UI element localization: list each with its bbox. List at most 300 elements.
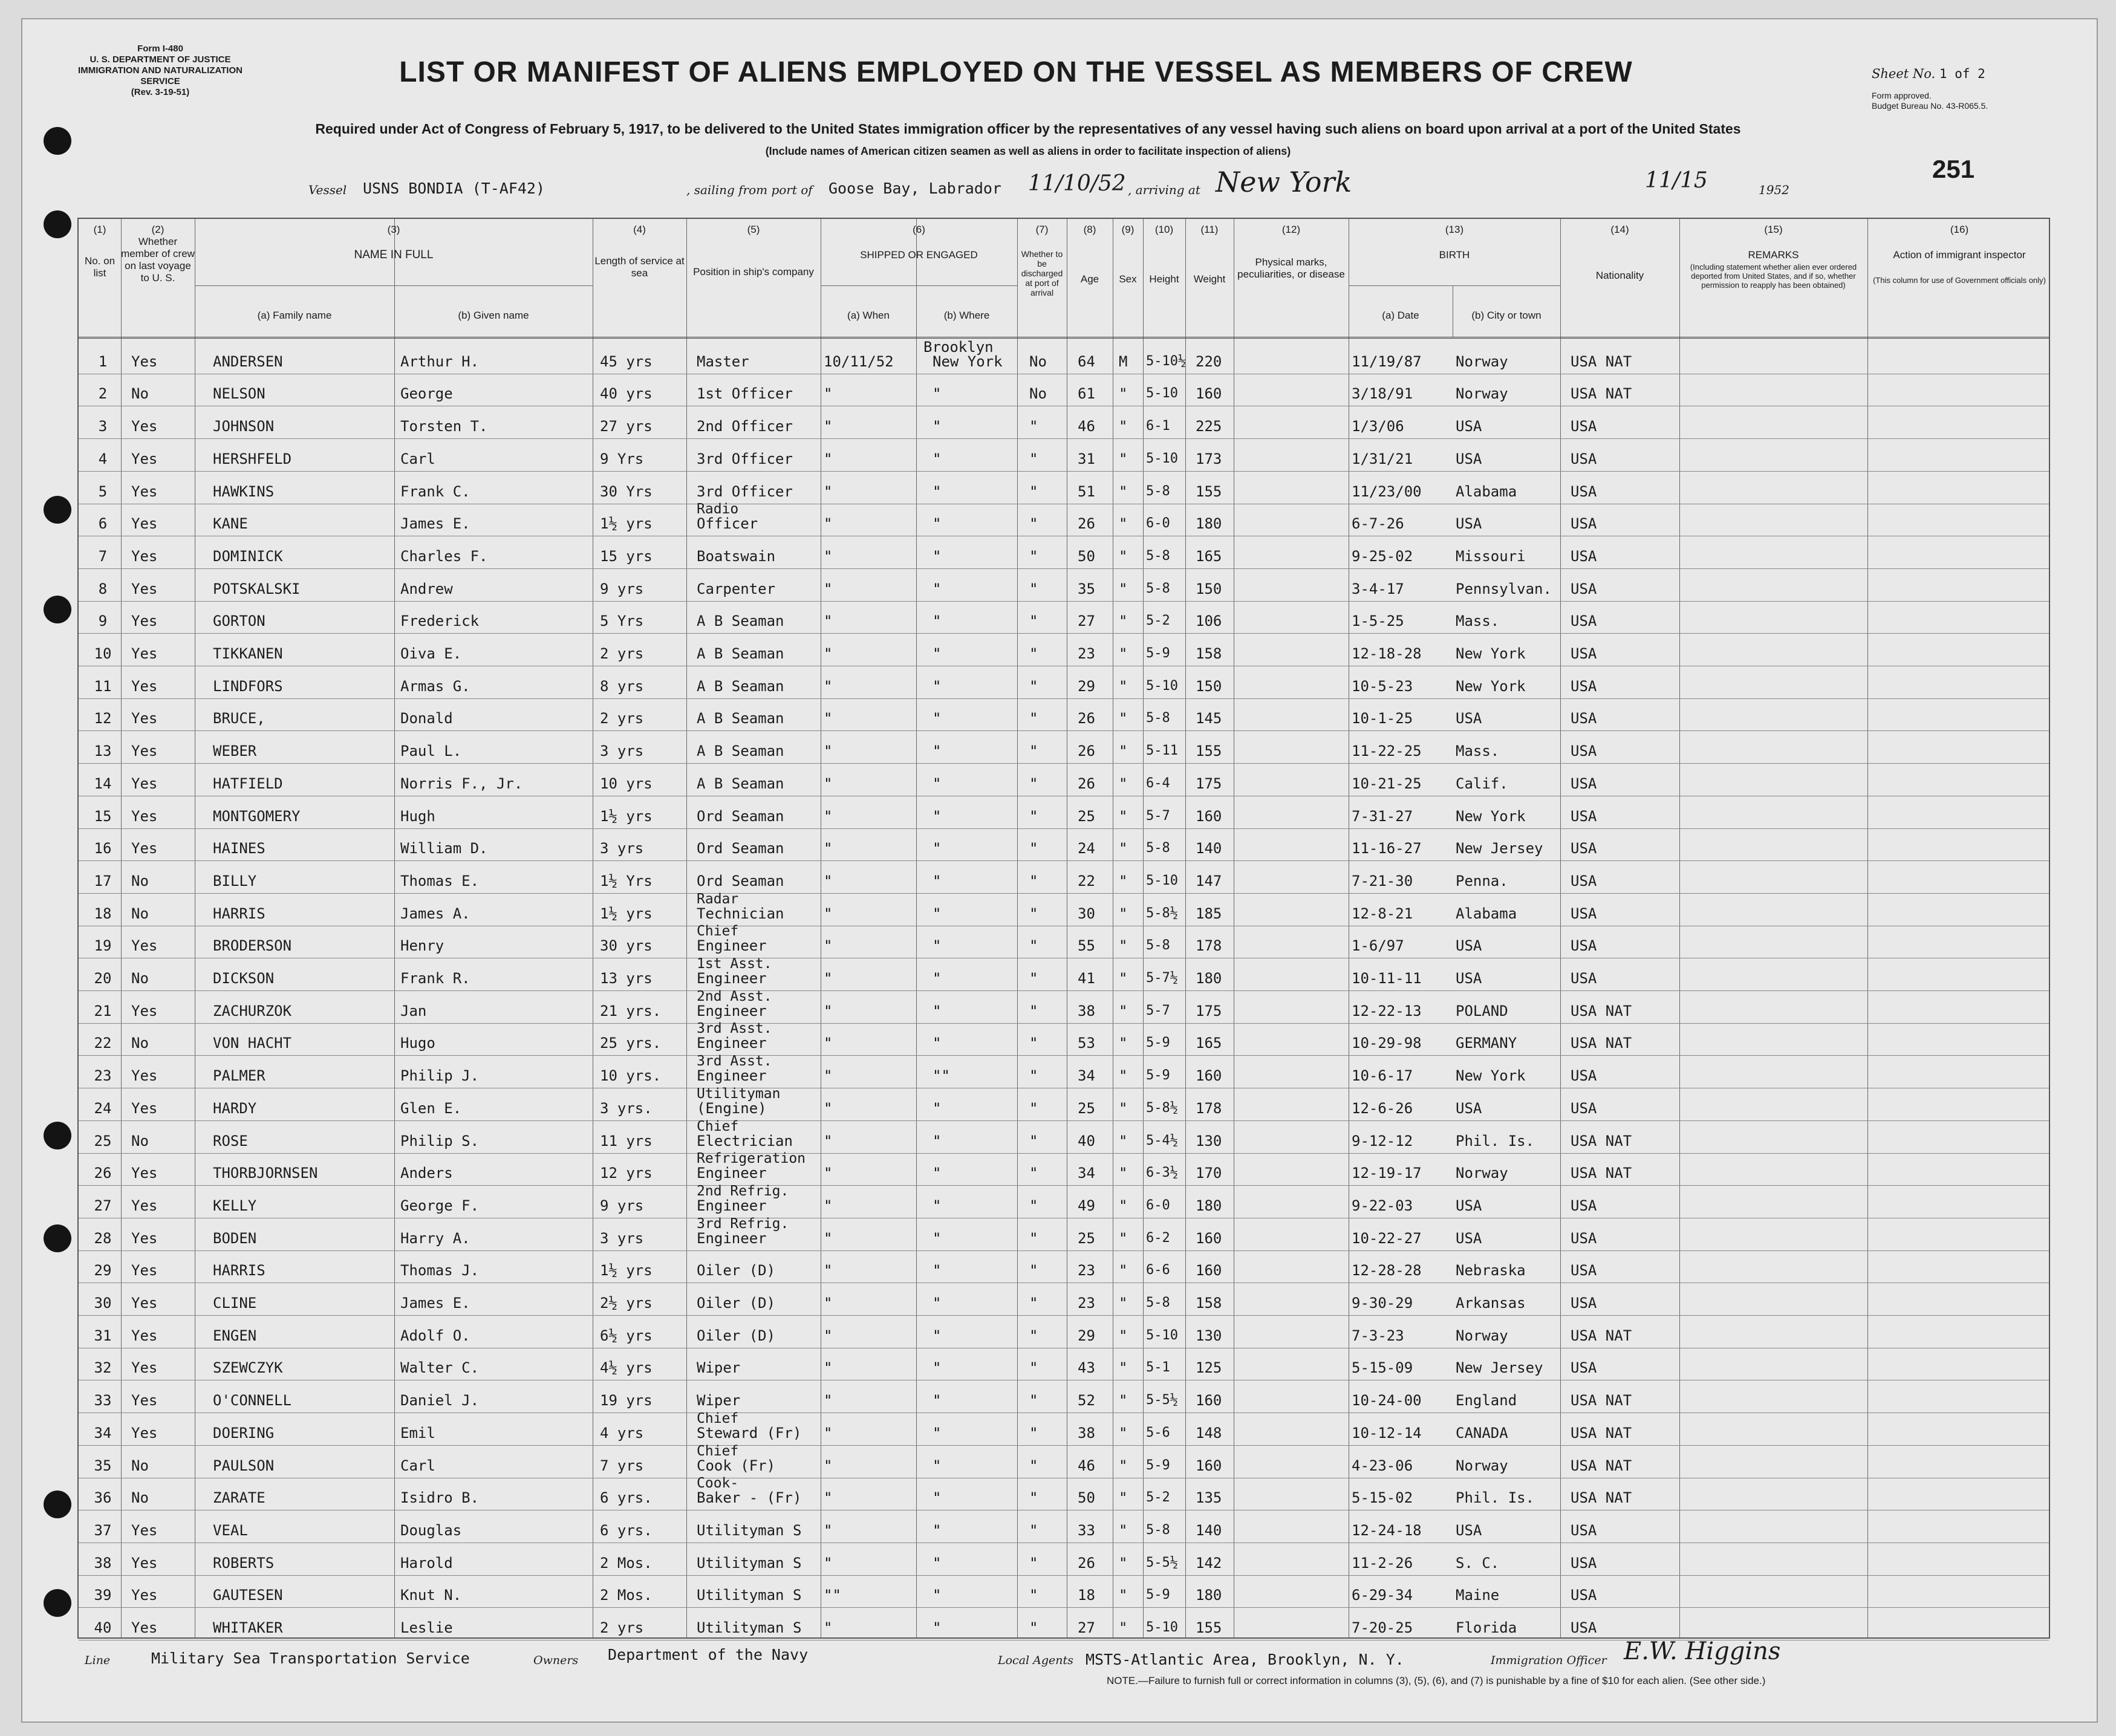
- shipped-when: ": [824, 1359, 833, 1377]
- length-of-service: 3 yrs: [600, 1229, 644, 1247]
- birth-place: Phil. Is.: [1456, 1132, 1535, 1149]
- birth-date: 10-5-23: [1352, 677, 1413, 695]
- discharged: ": [1029, 677, 1038, 695]
- shipped-when: "": [824, 1587, 841, 1604]
- row-number: 19: [94, 937, 112, 955]
- given-name: Hugo: [400, 1035, 435, 1052]
- discharged: ": [1029, 872, 1038, 889]
- family-name: HARRIS: [213, 905, 265, 922]
- birth-date: 11/19/87: [1352, 353, 1422, 370]
- last-voyage: No: [131, 1457, 149, 1474]
- shipped-when: ": [824, 613, 833, 630]
- row-number: 18: [94, 905, 112, 922]
- nationality: USA: [1571, 1229, 1597, 1247]
- shipped-where: ": [933, 1392, 942, 1409]
- sex: ": [1119, 1554, 1128, 1572]
- birth-place: Norway: [1456, 1165, 1508, 1182]
- sex: ": [1119, 1457, 1128, 1474]
- discharged: ": [1029, 1457, 1038, 1474]
- birth-place: England: [1456, 1392, 1517, 1409]
- nationality: USA: [1571, 775, 1597, 792]
- position: Engineer: [697, 1165, 767, 1182]
- last-voyage: Yes: [131, 1587, 158, 1604]
- discharged: ": [1029, 1521, 1038, 1539]
- discharged: ": [1029, 1197, 1038, 1214]
- birth-date: 12-28-28: [1352, 1262, 1422, 1279]
- last-voyage: Yes: [131, 1197, 158, 1214]
- given-name: Arthur H.: [400, 353, 480, 370]
- age: 49: [1078, 1197, 1095, 1214]
- row-rule: [79, 698, 2049, 699]
- age: 23: [1078, 1295, 1095, 1312]
- given-name: Henry: [400, 937, 444, 955]
- position: Baker - (Fr): [697, 1489, 802, 1507]
- row-rule: [79, 1120, 2049, 1121]
- header-double-rule: [79, 337, 2049, 341]
- discharged: ": [1029, 1359, 1038, 1377]
- given-name: James E.: [400, 1295, 470, 1312]
- header-when: (a) When: [847, 310, 890, 321]
- height: 5-8: [1146, 710, 1170, 726]
- last-voyage: Yes: [131, 1099, 158, 1117]
- birth-place: New York: [1456, 677, 1526, 695]
- column-divider: [121, 219, 122, 1637]
- shipped-when: ": [824, 1165, 833, 1182]
- row-number: 5: [98, 483, 108, 500]
- row-number: 38: [94, 1554, 112, 1572]
- discharged: ": [1029, 580, 1038, 597]
- height: 6-2: [1146, 1230, 1170, 1246]
- age: 46: [1078, 418, 1095, 435]
- length-of-service: 9 yrs: [600, 580, 644, 597]
- given-name: Paul L.: [400, 743, 462, 760]
- row-number: 20: [94, 970, 112, 987]
- age: 27: [1078, 613, 1095, 630]
- last-voyage: Yes: [131, 743, 158, 760]
- arriving-port: New York: [1216, 166, 1352, 198]
- form-identifier: [73, 44, 248, 98]
- shipped-when: ": [824, 450, 833, 467]
- column-number: (8): [1083, 224, 1096, 235]
- header-given-name: (b) Given name: [458, 310, 529, 321]
- birth-date: 4-23-06: [1352, 1457, 1413, 1474]
- age: 29: [1078, 1327, 1095, 1344]
- arrival-date: 11/15: [1645, 168, 1708, 193]
- position: Engineer: [697, 1035, 767, 1052]
- sex: ": [1119, 483, 1128, 500]
- position: A B Seaman: [697, 710, 784, 727]
- height: 5-9: [1146, 1035, 1170, 1051]
- birth-date: 1-5-25: [1352, 613, 1404, 630]
- family-name: DICKSON: [213, 970, 275, 987]
- position: A B Seaman: [697, 613, 784, 630]
- family-name: THORBJORNSEN: [213, 1165, 318, 1182]
- shipped-when: ": [824, 1067, 833, 1085]
- last-voyage: No: [131, 1489, 149, 1507]
- height: 5-11: [1146, 743, 1178, 759]
- family-name: O'CONNELL: [213, 1392, 292, 1409]
- given-name: Isidro B.: [400, 1489, 480, 1507]
- weight: 160: [1196, 1067, 1222, 1085]
- last-voyage: Yes: [131, 1002, 158, 1019]
- age: 43: [1078, 1359, 1095, 1377]
- given-name: Frederick: [400, 613, 480, 630]
- family-name: DOMINICK: [213, 547, 283, 565]
- nationality: USA: [1571, 645, 1597, 662]
- last-voyage: Yes: [131, 710, 158, 727]
- last-voyage: Yes: [131, 1262, 158, 1279]
- position: Utilityman S: [697, 1554, 802, 1572]
- height: 5-7: [1146, 808, 1170, 824]
- length-of-service: 10 yrs: [600, 775, 653, 792]
- row-number: 17: [94, 872, 112, 889]
- length-of-service: 25 yrs.: [600, 1035, 662, 1052]
- position: Oiler (D): [697, 1262, 776, 1279]
- birth-place: CANADA: [1456, 1424, 1508, 1442]
- length-of-service: 3 yrs: [600, 743, 644, 760]
- header-inspector-sub: (This column for use of Government officials only): [1873, 276, 2046, 285]
- length-of-service: 30 yrs: [600, 937, 653, 955]
- nationality: USA: [1571, 418, 1597, 435]
- shipped-when: ": [824, 1035, 833, 1052]
- height: 5-8: [1146, 548, 1170, 564]
- nationality: USA NAT: [1571, 1392, 1632, 1409]
- discharged: ": [1029, 1132, 1038, 1149]
- weight: 178: [1196, 937, 1222, 955]
- row-number: 15: [94, 807, 112, 825]
- weight: 220: [1196, 353, 1222, 370]
- position: 1st Officer: [697, 385, 793, 403]
- weight: 175: [1196, 775, 1222, 792]
- line-value: Military Sea Transportation Service: [151, 1650, 470, 1667]
- shipped-when: ": [824, 547, 833, 565]
- given-name: Leslie: [400, 1619, 453, 1636]
- sex: ": [1119, 937, 1128, 955]
- row-rule: [79, 1607, 2049, 1608]
- family-name: GAUTESEN: [213, 1587, 283, 1604]
- birth-place: Florida: [1456, 1619, 1517, 1636]
- length-of-service: 1½ Yrs: [600, 872, 653, 889]
- weight: 147: [1196, 872, 1222, 889]
- nationality: USA: [1571, 515, 1597, 533]
- age: 26: [1078, 710, 1095, 727]
- shipped-when: ": [824, 418, 833, 435]
- binder-hole: [44, 1224, 71, 1252]
- height: 5-4½: [1146, 1133, 1178, 1148]
- birth-date: 10-12-14: [1352, 1424, 1422, 1442]
- position: A B Seaman: [697, 645, 784, 662]
- discharged: ": [1029, 1554, 1038, 1572]
- row-number: 1: [98, 353, 108, 370]
- nationality: USA: [1571, 1359, 1597, 1377]
- birth-place: USA: [1456, 515, 1482, 533]
- shipped-when: ": [824, 1327, 833, 1344]
- row-number: 8: [98, 580, 108, 597]
- weight: 160: [1196, 807, 1222, 825]
- form-department: U. S. DEPARTMENT OF JUSTICE: [90, 54, 231, 65]
- shipped-when: ": [824, 1295, 833, 1312]
- row-rule: [79, 828, 2049, 829]
- sex: ": [1119, 1132, 1128, 1149]
- birth-place: Mass.: [1456, 743, 1500, 760]
- given-name: Oiva E.: [400, 645, 462, 662]
- family-name: ENGEN: [213, 1327, 257, 1344]
- given-name: Anders: [400, 1165, 453, 1182]
- sex: ": [1119, 872, 1128, 889]
- binder-hole: [44, 210, 71, 238]
- row-rule: [79, 1282, 2049, 1283]
- shipped-where: "": [933, 1067, 950, 1085]
- header-remarks-sub: (Including statement whether alien ever ordered deported from United States, and if so, whether permission to reapply has been obtained): [1690, 262, 1857, 290]
- height: 5-10: [1146, 678, 1178, 694]
- length-of-service: 1½ yrs: [600, 905, 653, 922]
- weight: 160: [1196, 385, 1222, 403]
- family-name: SZEWCZYK: [213, 1359, 283, 1377]
- discharged: ": [1029, 1327, 1038, 1344]
- nationality: USA: [1571, 450, 1597, 467]
- column-number: (16): [1950, 224, 1969, 235]
- nationality: USA: [1571, 483, 1597, 500]
- position: Engineer: [697, 1002, 767, 1019]
- last-voyage: Yes: [131, 1295, 158, 1312]
- height: 5-9: [1146, 1457, 1170, 1473]
- age: 50: [1078, 1489, 1095, 1507]
- nationality: USA: [1571, 937, 1597, 955]
- last-voyage: Yes: [131, 1554, 158, 1572]
- row-number: 34: [94, 1424, 112, 1442]
- row-number: 25: [94, 1132, 112, 1149]
- height: 6-4: [1146, 775, 1170, 791]
- officer-label: Immigration Officer: [1491, 1654, 1607, 1667]
- birth-place: USA: [1456, 418, 1482, 435]
- position: 3rd Officer: [697, 483, 793, 500]
- row-number: 39: [94, 1587, 112, 1604]
- height: 5-2: [1146, 613, 1170, 629]
- column-divider: [686, 219, 687, 1637]
- shipped-where: ": [933, 840, 942, 857]
- birth-place: Arkansas: [1456, 1295, 1526, 1312]
- nationality: USA: [1571, 710, 1597, 727]
- height: 6-3½: [1146, 1165, 1178, 1181]
- family-name: BODEN: [213, 1229, 257, 1247]
- shipped-where: ": [933, 1327, 942, 1344]
- family-name: HARRIS: [213, 1262, 265, 1279]
- row-rule: [79, 633, 2049, 634]
- age: 38: [1078, 1002, 1095, 1019]
- discharged: ": [1029, 1229, 1038, 1247]
- sex: ": [1119, 807, 1128, 825]
- position-line-1: 1st Asst.: [697, 956, 772, 972]
- sex: ": [1119, 905, 1128, 922]
- position: Engineer: [697, 1197, 767, 1214]
- sheet-number: [1872, 67, 1985, 81]
- header-rule: [1349, 285, 1560, 286]
- birth-date: 10-21-25: [1352, 775, 1422, 792]
- column-number: (14): [1610, 224, 1629, 235]
- birth-place: USA: [1456, 1197, 1482, 1214]
- birth-place: New Jersey: [1456, 1359, 1543, 1377]
- birth-place: USA: [1456, 970, 1482, 987]
- shipped-where: ": [933, 1619, 942, 1636]
- age: 24: [1078, 840, 1095, 857]
- birth-place: USA: [1456, 710, 1482, 727]
- shipped-where: ": [933, 450, 942, 467]
- birth-date: 12-8-21: [1352, 905, 1413, 922]
- last-voyage: Yes: [131, 613, 158, 630]
- given-name: Emil: [400, 1424, 435, 1442]
- shipped-where: ": [933, 1165, 942, 1182]
- sex: ": [1119, 613, 1128, 630]
- row-number: 12: [94, 710, 112, 727]
- position: 3rd Officer: [697, 450, 793, 467]
- last-voyage: Yes: [131, 1229, 158, 1247]
- birth-date: 12-6-26: [1352, 1099, 1413, 1117]
- length-of-service: 2 yrs: [600, 645, 644, 662]
- family-name: HARDY: [213, 1099, 257, 1117]
- row-number: 31: [94, 1327, 112, 1344]
- row-number: 24: [94, 1099, 112, 1117]
- weight: 148: [1196, 1424, 1222, 1442]
- nationality: USA NAT: [1571, 1002, 1632, 1019]
- row-number: 21: [94, 1002, 112, 1019]
- discharged: ": [1029, 1002, 1038, 1019]
- length-of-service: 2 yrs: [600, 1619, 644, 1636]
- length-of-service: 3 yrs.: [600, 1099, 653, 1117]
- shipped-where: ": [933, 645, 942, 662]
- shipped-where: ": [933, 1002, 942, 1019]
- sailing-date: 11/10/52: [1028, 171, 1126, 196]
- binder-hole: [44, 596, 71, 623]
- last-voyage: Yes: [131, 1327, 158, 1344]
- given-name: Frank R.: [400, 970, 470, 987]
- discharged: No: [1029, 385, 1047, 403]
- shipped-where: ": [933, 775, 942, 792]
- row-number: 27: [94, 1197, 112, 1214]
- position-line-1: Chief: [697, 1443, 739, 1459]
- discharged: ": [1029, 1067, 1038, 1085]
- row-rule: [79, 763, 2049, 764]
- birth-place: POLAND: [1456, 1002, 1508, 1019]
- length-of-service: 45 yrs: [600, 353, 653, 370]
- row-number: 23: [94, 1067, 112, 1085]
- weight: 140: [1196, 1521, 1222, 1539]
- weight: 180: [1196, 1197, 1222, 1214]
- shipped-when: ": [824, 905, 833, 922]
- last-voyage: Yes: [131, 677, 158, 695]
- length-of-service: 8 yrs: [600, 677, 644, 695]
- weight: 178: [1196, 1099, 1222, 1117]
- row-rule: [79, 1315, 2049, 1316]
- weight: 165: [1196, 547, 1222, 565]
- birth-place: Norway: [1456, 353, 1508, 370]
- shipped-where: ": [933, 937, 942, 955]
- header-shipped-engaged: SHIPPED OR ENGAGED: [860, 249, 978, 261]
- length-of-service: 9 Yrs: [600, 450, 644, 467]
- weight: 175: [1196, 1002, 1222, 1019]
- line-label: Line: [85, 1654, 111, 1667]
- column-number: (7): [1035, 224, 1049, 235]
- age: 51: [1078, 483, 1095, 500]
- height: 5-8½: [1146, 1100, 1178, 1116]
- sex: M: [1119, 353, 1128, 370]
- nationality: USA: [1571, 547, 1597, 565]
- row-number: 13: [94, 743, 112, 760]
- shipped-where: ": [933, 1197, 942, 1214]
- column-number: (13): [1445, 224, 1464, 235]
- binder-hole: [44, 1122, 71, 1149]
- binder-hole: [44, 1491, 71, 1518]
- binder-hole: [44, 1589, 71, 1617]
- weight: 160: [1196, 1457, 1222, 1474]
- nationality: USA: [1571, 677, 1597, 695]
- discharged: ": [1029, 1035, 1038, 1052]
- height: 5-10½: [1146, 353, 1187, 369]
- birth-date: 5-15-09: [1352, 1359, 1413, 1377]
- row-number: 36: [94, 1489, 112, 1507]
- position: Oiler (D): [697, 1327, 776, 1344]
- birth-date: 12-24-18: [1352, 1521, 1422, 1539]
- shipped-where: ": [933, 970, 942, 987]
- shipped-where: ": [933, 613, 942, 630]
- weight: 135: [1196, 1489, 1222, 1507]
- owners-value: Department of the Navy: [608, 1646, 809, 1663]
- shipped-when: ": [824, 1489, 833, 1507]
- nationality: USA: [1571, 840, 1597, 857]
- sex: ": [1119, 840, 1128, 857]
- family-name: NELSON: [213, 385, 265, 403]
- position: Wiper: [697, 1359, 741, 1377]
- birth-date: 11-2-26: [1352, 1554, 1413, 1572]
- family-name: ZACHURZOK: [213, 1002, 292, 1019]
- discharged: ": [1029, 710, 1038, 727]
- nationality: USA: [1571, 580, 1597, 597]
- position: Oiler (D): [697, 1295, 776, 1312]
- last-voyage: Yes: [131, 515, 158, 533]
- row-number: 4: [98, 450, 108, 467]
- sex: ": [1119, 515, 1128, 533]
- height: 5-10: [1146, 386, 1178, 401]
- position-line-1: Radar: [697, 891, 739, 907]
- shipped-where: ": [933, 385, 942, 403]
- last-voyage: Yes: [131, 483, 158, 500]
- sex: ": [1119, 1099, 1128, 1117]
- family-name: LINDFORS: [213, 677, 283, 695]
- birth-date: 10-29-98: [1352, 1035, 1422, 1052]
- discharged: ": [1029, 775, 1038, 792]
- weight: 142: [1196, 1554, 1222, 1572]
- given-name: Thomas J.: [400, 1262, 480, 1279]
- last-voyage: Yes: [131, 580, 158, 597]
- last-voyage: Yes: [131, 353, 158, 370]
- shipped-where: ": [933, 1099, 942, 1117]
- shipped-when: ": [824, 385, 833, 403]
- given-name: Carl: [400, 1457, 435, 1474]
- height: 5-7: [1146, 1003, 1170, 1018]
- birth-place: New York: [1456, 1067, 1526, 1085]
- age: 40: [1078, 1132, 1095, 1149]
- discharged: No: [1029, 353, 1047, 370]
- position: Utilityman S: [697, 1521, 802, 1539]
- last-voyage: Yes: [131, 450, 158, 467]
- age: 31: [1078, 450, 1095, 467]
- position: A B Seaman: [697, 775, 784, 792]
- length-of-service: 13 yrs: [600, 970, 653, 987]
- discharged: ": [1029, 1489, 1038, 1507]
- birth-place: USA: [1456, 1099, 1482, 1117]
- shipped-where-line-1: Brooklyn: [923, 338, 994, 356]
- discharged: ": [1029, 1295, 1038, 1312]
- sailing-port: Goose Bay, Labrador: [828, 180, 1001, 197]
